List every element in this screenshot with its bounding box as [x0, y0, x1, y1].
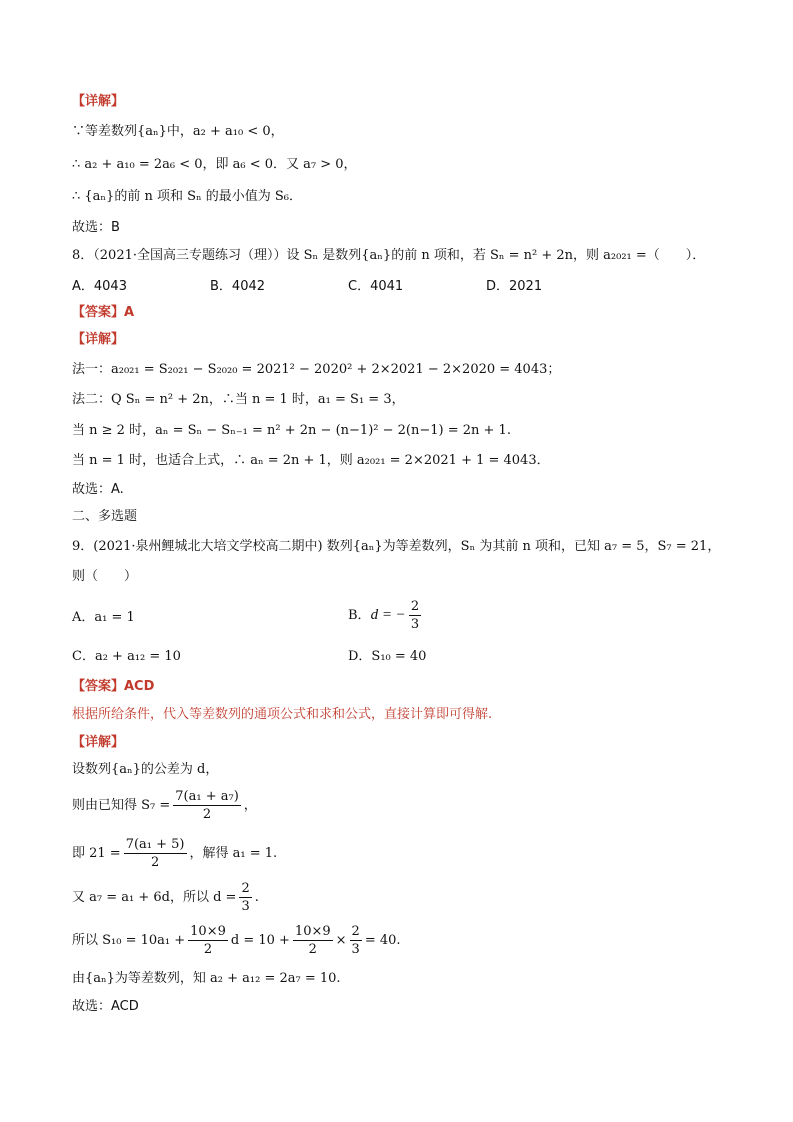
q8-option-a: A．4043 [72, 279, 127, 294]
text-segment: d = 10 + [230, 933, 290, 948]
q9-option-d: D．S₁₀ = 40 [348, 649, 427, 664]
answer-heading: 【答案】A [72, 305, 135, 320]
answer-line: 故选：A. [72, 482, 124, 497]
fraction [409, 598, 421, 633]
fraction [124, 836, 187, 871]
fraction-denominator: 3 [351, 942, 360, 957]
fraction-numerator: 10×9 [294, 924, 331, 939]
answer-line: 故选：ACD [72, 999, 139, 1014]
text-segment: × [335, 933, 347, 948]
detail-heading: 【详解】 [72, 735, 125, 750]
fraction-numerator: 2 [410, 599, 420, 614]
solution-line [72, 836, 277, 872]
solution-line: ∴ {aₙ}的前 n 项和 Sₙ 的最小值为 S₆． [72, 189, 303, 204]
solution-line [72, 788, 257, 824]
fraction [239, 880, 251, 915]
solution-line [72, 880, 259, 916]
fraction-denominator: 3 [241, 899, 250, 914]
solution-line: 当 n ≥ 2 时，aₙ = Sₙ − Sₙ₋₁ = n² + 2n − (n−1)² − 2(n−1) = 2n + 1. [72, 423, 511, 438]
text-segment: 则由已知得 S₇ = [72, 798, 171, 813]
text-segment: 又 a₇ = a₁ + 6d，所以 d = [72, 890, 237, 905]
solution-line: 设数列{aₙ}的公差为 d， [72, 762, 219, 777]
fraction [350, 923, 362, 958]
fraction-denominator: 2 [308, 942, 317, 957]
question-8-stem: 8．（2021·全国高三专题练习（理））设 Sₙ 是数列{aₙ}的前 n 项和，若 Sₙ = n² + 2n，则 a₂₀₂₁ =（ ）． [72, 248, 706, 263]
solution-line: ∵等差数列{aₙ}中，a₂ + a₁₀ < 0， [72, 124, 284, 139]
fraction-numerator: 2 [351, 924, 360, 939]
q8-option-c: C．4041 [348, 279, 404, 294]
solution-line: 法二：Q Sₙ = n² + 2n，∴当 n = 1 时，a₁ = S₁ = 3， [72, 392, 405, 407]
formula-lhs: d = − [370, 607, 406, 623]
fraction-denominator: 2 [150, 855, 160, 870]
solution-line: 法一：a₂₀₂₁ = S₂₀₂₁ − S₂₀₂₀ = 2021² − 2020² + 2×2021 − 2×2020 = 4043； [72, 362, 561, 377]
text-segment: . [254, 890, 259, 905]
q9-option-b [348, 598, 424, 633]
detail-heading: 【详解】 [72, 332, 125, 347]
fraction [173, 788, 241, 823]
answer-line: 故选：B [72, 220, 120, 235]
text-segment: ， [243, 798, 257, 813]
text-segment: 即 21 = [72, 846, 121, 861]
fraction-denominator: 2 [202, 807, 212, 822]
q8-option-b: B．4042 [210, 279, 266, 294]
solution-line: 由{aₙ}为等差数列，知 a₂ + a₁₂ = 2a₇ = 10. [72, 971, 341, 986]
analysis-line: 根据所给条件，代入等差数列的通项公式和求和公式，直接计算即可得解. [72, 707, 493, 722]
solution-line [72, 923, 401, 959]
solution-line: 当 n = 1 时，也适合上式，∴ aₙ = 2n + 1，则 a₂₀₂₁ = 2×2021 + 1 = 4043． [72, 453, 550, 468]
q9-option-a: A．a₁ = 1 [72, 610, 135, 625]
answer-heading: 【答案】ACD [72, 679, 155, 694]
section-title: 二、多选题 [72, 509, 138, 524]
fraction-numerator: 7(a₁ + a₇) [175, 789, 239, 804]
q9-option-c: C．a₂ + a₁₂ = 10 [72, 649, 181, 664]
text-segment: 所以 S₁₀ = 10a₁ + [72, 933, 186, 948]
option-label: B． [348, 608, 371, 623]
detail-heading: 【详解】 [72, 94, 125, 109]
fraction-denominator: 2 [203, 942, 213, 957]
text-segment: = 40. [364, 933, 401, 948]
fraction-denominator: 3 [410, 617, 420, 632]
q8-option-d: D．2021 [486, 279, 543, 294]
fraction [293, 923, 333, 958]
text-segment: ，解得 a₁ = 1. [189, 846, 278, 861]
question-9-stem: 9．(2021·泉州鲤城北大培文学校高二期中) 数列{aₙ}为等差数列，Sₙ 为其前 n 项和，已知 a₇ = 5，S₇ = 21， [72, 539, 721, 554]
fraction [188, 923, 228, 958]
question-9-stem: 则（ ） [72, 569, 138, 584]
solution-line: ∴ a₂ + a₁₀ = 2a₆ < 0，即 a₆ < 0．又 a₇ > 0， [72, 157, 357, 172]
fraction-numerator: 2 [241, 881, 250, 896]
fraction-numerator: 10×9 [190, 924, 226, 939]
fraction-numerator: 7(a₁ + 5) [125, 837, 185, 852]
